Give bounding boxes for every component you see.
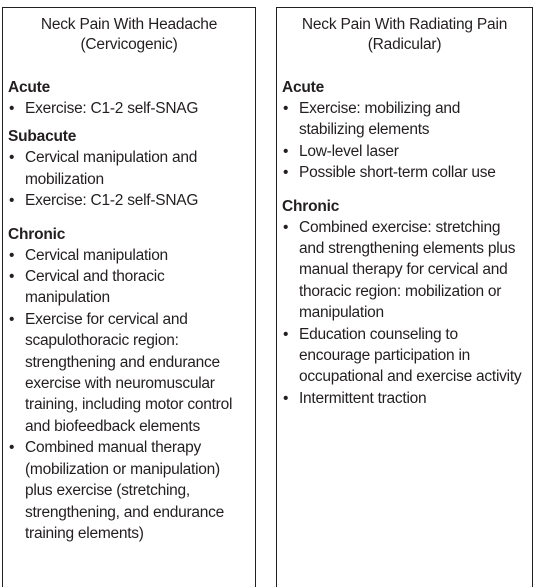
panel-title (3, 15, 255, 55)
list-item: • Education counseling to encourage participation in occupational and exercise activity (277, 324, 532, 388)
panel-title-line: Neck Pain With Radiating Pain (301, 16, 508, 33)
list-item: • Intermittent traction (277, 388, 532, 409)
panel-title-line: Neck Pain With Headache (40, 16, 218, 33)
list-item: • Cervical and thoracic manipulation (3, 266, 255, 309)
chronic-list (277, 217, 532, 410)
list-item: • Exercise: mobilizing and stabilizing elements (277, 98, 532, 141)
list-item: • Possible short-term collar use (277, 162, 532, 183)
acute-list (3, 98, 255, 119)
panel-title-subline: (Radicular) (367, 36, 442, 53)
subacute-list (3, 147, 255, 211)
radicular-panel (276, 7, 533, 587)
list-item: • Combined exercise: stretching and strengthening elements plus manual therapy for cervical and thoracic region: mobilization or manipulation (277, 217, 532, 324)
acute-list (277, 98, 532, 184)
cervicogenic-panel (2, 7, 256, 587)
list-item: • Combined manual therapy (mobilization or manipulation) plus exercise (stretching, strengthening, and endurance training elements) (3, 437, 255, 544)
section-heading-acute: Acute (8, 79, 51, 96)
panel-title-subline: (Cervicogenic) (80, 36, 178, 53)
panel-title (277, 15, 532, 55)
list-item: • Cervical manipulation and mobilization (3, 147, 255, 190)
section-heading-chronic: Chronic (282, 197, 340, 215)
list-item: • Exercise: C1-2 self-SNAG (3, 190, 255, 211)
list-item: • Exercise for cervical and scapulothoracic region: strengthening and endurance exercise with neuromuscular training, including motor control and biofeedback elements (3, 309, 255, 437)
list-item: • Low-level laser (277, 141, 532, 162)
list-item: • Exercise: C1-2 self-SNAG (3, 98, 255, 119)
list-item: • Cervical manipulation (3, 245, 255, 266)
section-heading-subacute: Subacute (8, 128, 77, 146)
section-heading-chronic: Chronic (8, 225, 66, 243)
section-heading-acute: Acute (282, 79, 325, 96)
chronic-list (3, 245, 255, 545)
